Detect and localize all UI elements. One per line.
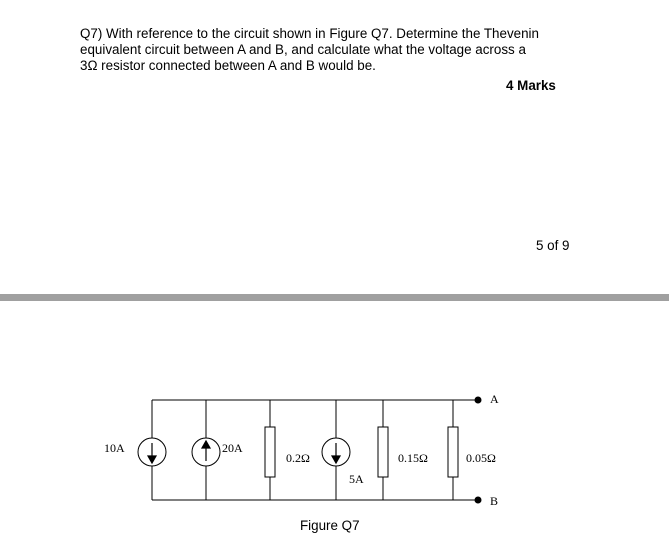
terminal-a-dot: [475, 397, 482, 404]
arrow-down-icon: [332, 456, 340, 463]
terminal-b-dot: [475, 497, 482, 504]
question-line-3: 3Ω resistor connected between A and B would be.: [80, 58, 376, 73]
resistor-0-2: [265, 427, 275, 477]
marks-label: 4 Marks: [506, 78, 556, 93]
question-line-1: Q7) With reference to the circuit shown in Figure Q7. Determine the Thevenin: [80, 26, 539, 41]
page-number: 5 of 9: [536, 238, 570, 253]
question-text: [80, 26, 580, 74]
label-20a: 20A: [222, 441, 243, 455]
arrow-up-icon: [202, 441, 210, 448]
label-0-05-ohm: 0.05Ω: [466, 451, 496, 465]
label-5a: 5A: [349, 472, 364, 486]
label-0-2-ohm: 0.2Ω: [286, 451, 310, 465]
question-line-2: equivalent circuit between A and B, and calculate what the voltage across a: [80, 42, 526, 57]
resistor-0-05: [448, 427, 458, 477]
label-10a: 10A: [104, 441, 125, 455]
resistor-0-15: [378, 427, 388, 477]
page-break-divider: [0, 294, 669, 301]
circuit-diagram: [0, 380, 669, 510]
figure-caption: Figure Q7: [300, 518, 360, 533]
label-terminal-a: A: [490, 392, 499, 406]
label-0-15-ohm: 0.15Ω: [398, 451, 428, 465]
label-terminal-b: B: [490, 494, 499, 508]
arrow-down-icon: [148, 456, 156, 463]
